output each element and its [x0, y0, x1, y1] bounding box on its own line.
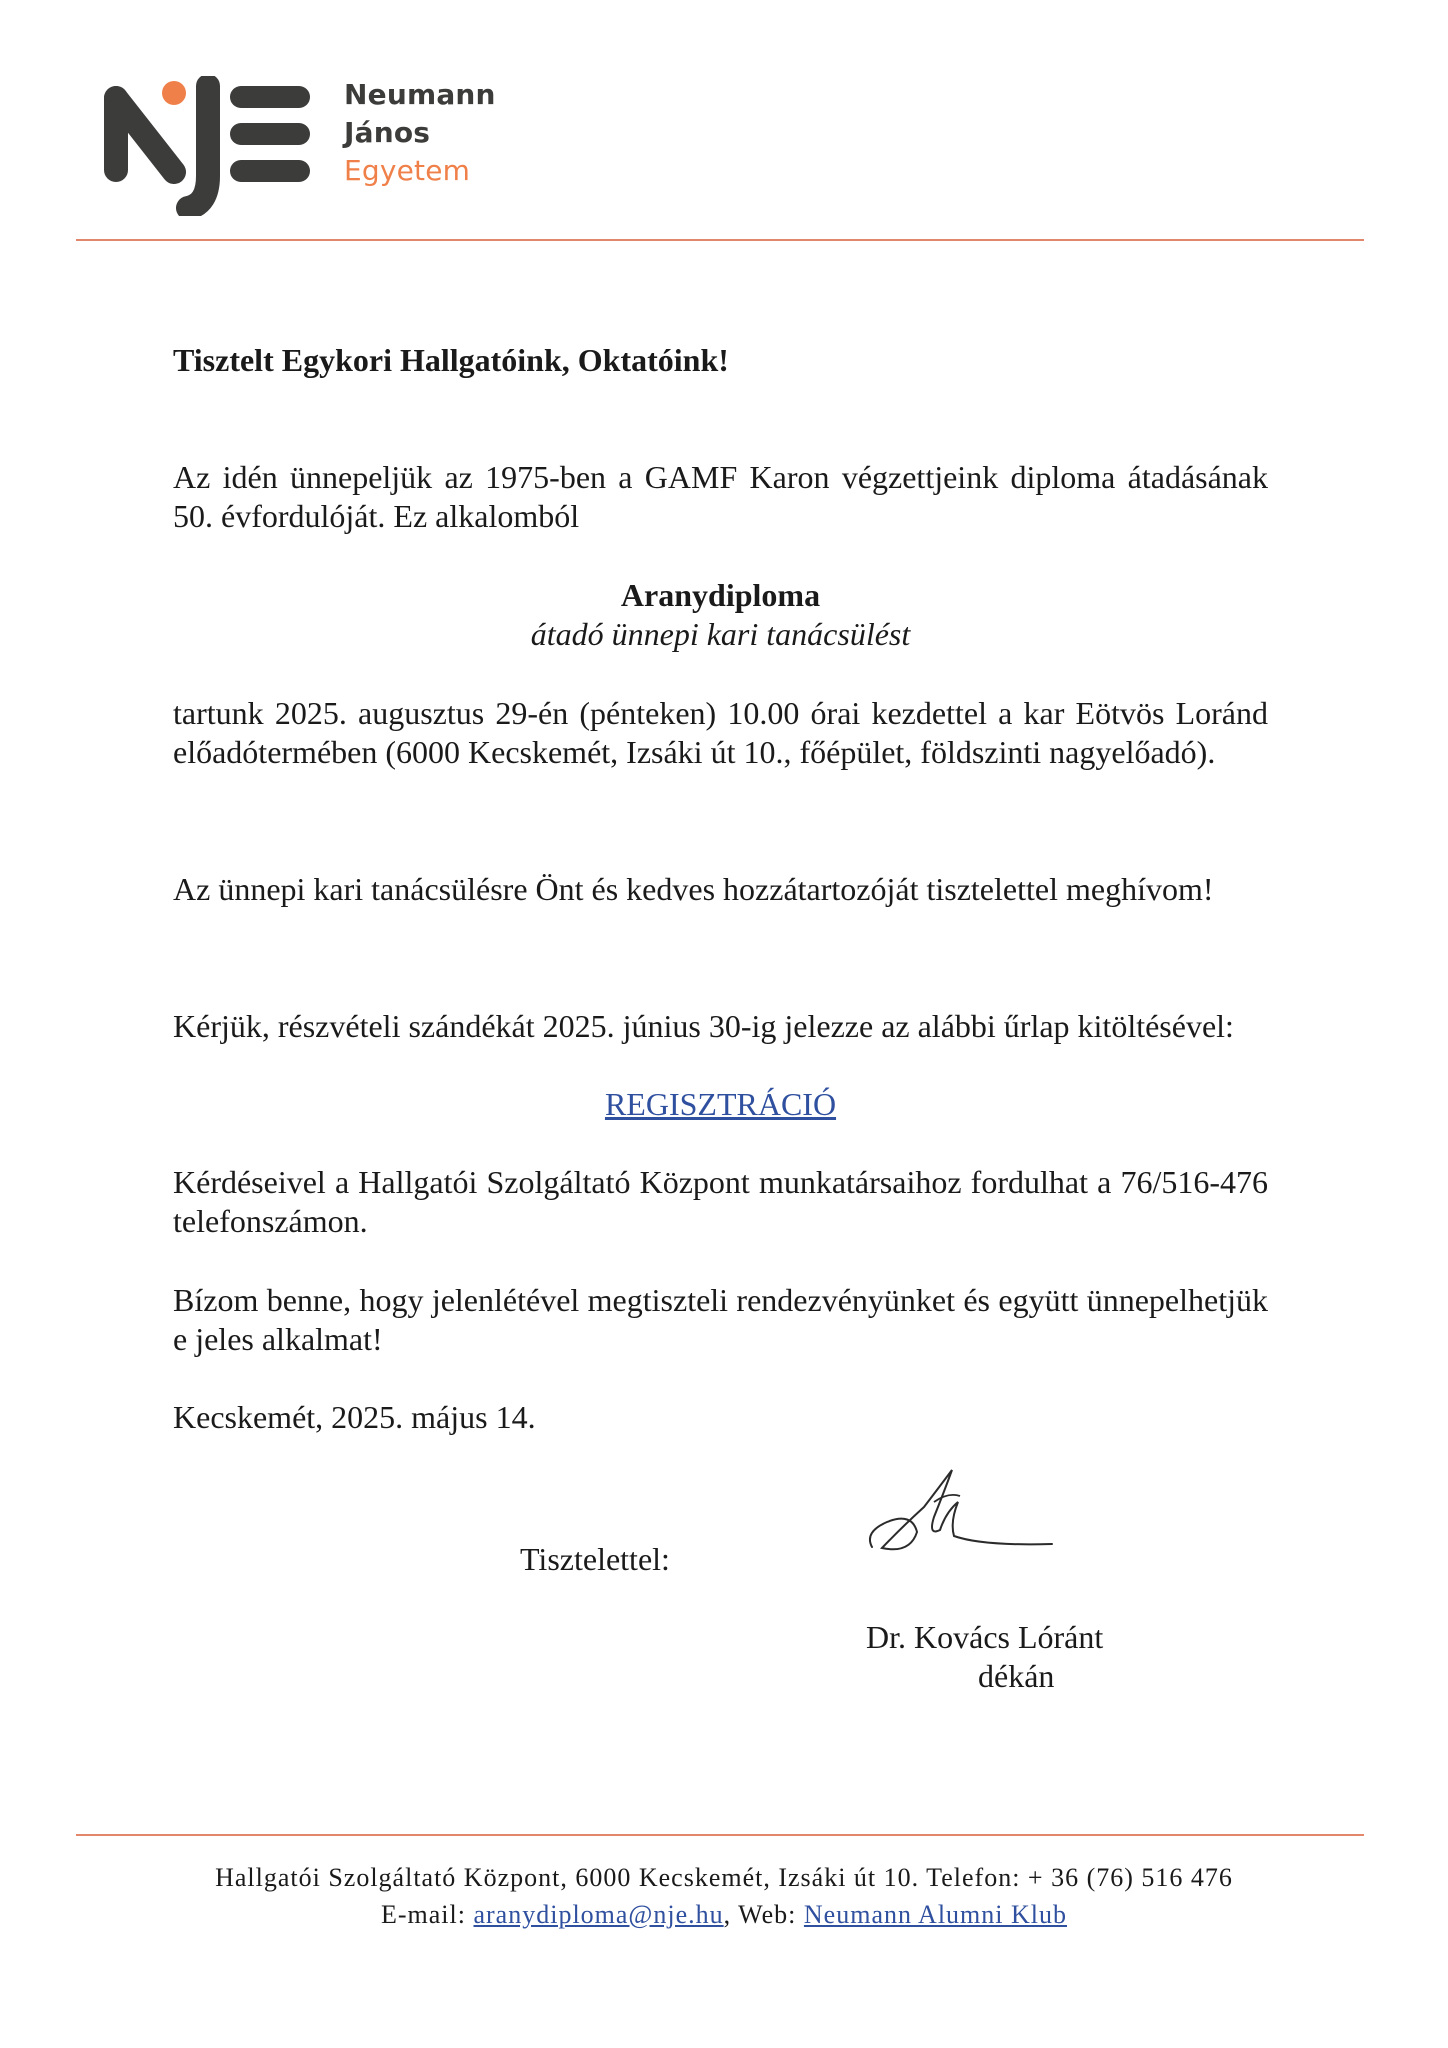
- paragraph-invitation: Az ünnepi kari tanácsülésre Önt és kedves hozzátartozóját tisztelettel meghívom!: [173, 871, 1214, 907]
- paragraph-intro: Az idén ünnepeljük az 1975-ben a GAMF Karon végzettjeink diploma átadásának 50. évfordulóját. Ez alkalomból: [173, 459, 1268, 534]
- event-title: Aranydiploma: [620, 577, 821, 613]
- university-logo: [104, 76, 524, 216]
- handwritten-signature: [862, 1462, 1062, 1562]
- greeting: Tisztelt Egykori Hallgatóink, Oktatóink!: [173, 342, 729, 378]
- logo-word-janos: János: [344, 116, 431, 149]
- signer-title: dékán: [978, 1658, 1055, 1694]
- web-link[interactable]: Neumann Alumni Klub: [803, 1900, 1067, 1929]
- email-label: E-mail:: [381, 1900, 466, 1929]
- footer-contact: [0, 1897, 1448, 1933]
- email-link[interactable]: aranydiploma@nje.hu: [473, 1900, 724, 1929]
- header-divider: [76, 239, 1364, 241]
- place-date: Kecskemét, 2025. május 14.: [173, 1399, 536, 1435]
- logo-word-neumann: Neumann: [344, 78, 496, 111]
- paragraph-rsvp: Kérjük, részvételi szándékát 2025. június 30-ig jelezze az alábbi űrlap kitöltésével:: [173, 1008, 1234, 1044]
- nje-logo-mark: [104, 76, 334, 216]
- paragraph-contact: Kérdéseivel a Hallgatói Szolgáltató Központ munkatársaihoz fordulhat a 76/516-476 telefonszámon.: [173, 1164, 1268, 1239]
- event-subtitle: átadó ünnepi kari tanácsülést: [530, 616, 911, 652]
- registration-line: [173, 1085, 1268, 1124]
- closing-salutation: Tisztelettel:: [520, 1541, 670, 1577]
- logo-word-egyetem: Egyetem: [344, 154, 471, 187]
- paragraph-closing-wish: Bízom benne, hogy jelenlétével megtiszteli rendezvényünket és együtt ünnepelhetjük e jeles alkalmat!: [173, 1282, 1268, 1357]
- registration-link[interactable]: REGISZTRÁCIÓ: [604, 1086, 837, 1122]
- footer-address: Hallgatói Szolgáltató Központ, 6000 Kecskemét, Izsáki út 10. Telefon: + 36 (76) 516 476: [215, 1863, 1233, 1892]
- signer-name: Dr. Kovács Lóránt: [866, 1619, 1104, 1655]
- footer-divider: [76, 1834, 1364, 1836]
- web-label: , Web:: [723, 1900, 797, 1929]
- paragraph-event-details: tartunk 2025. augusztus 29-én (pénteken) 10.00 órai kezdettel a kar Eötvös Loránd előadótermében (6000 Kecskemét, Izsáki út 10., főépület, földszinti nagyelőadó).: [173, 695, 1268, 770]
